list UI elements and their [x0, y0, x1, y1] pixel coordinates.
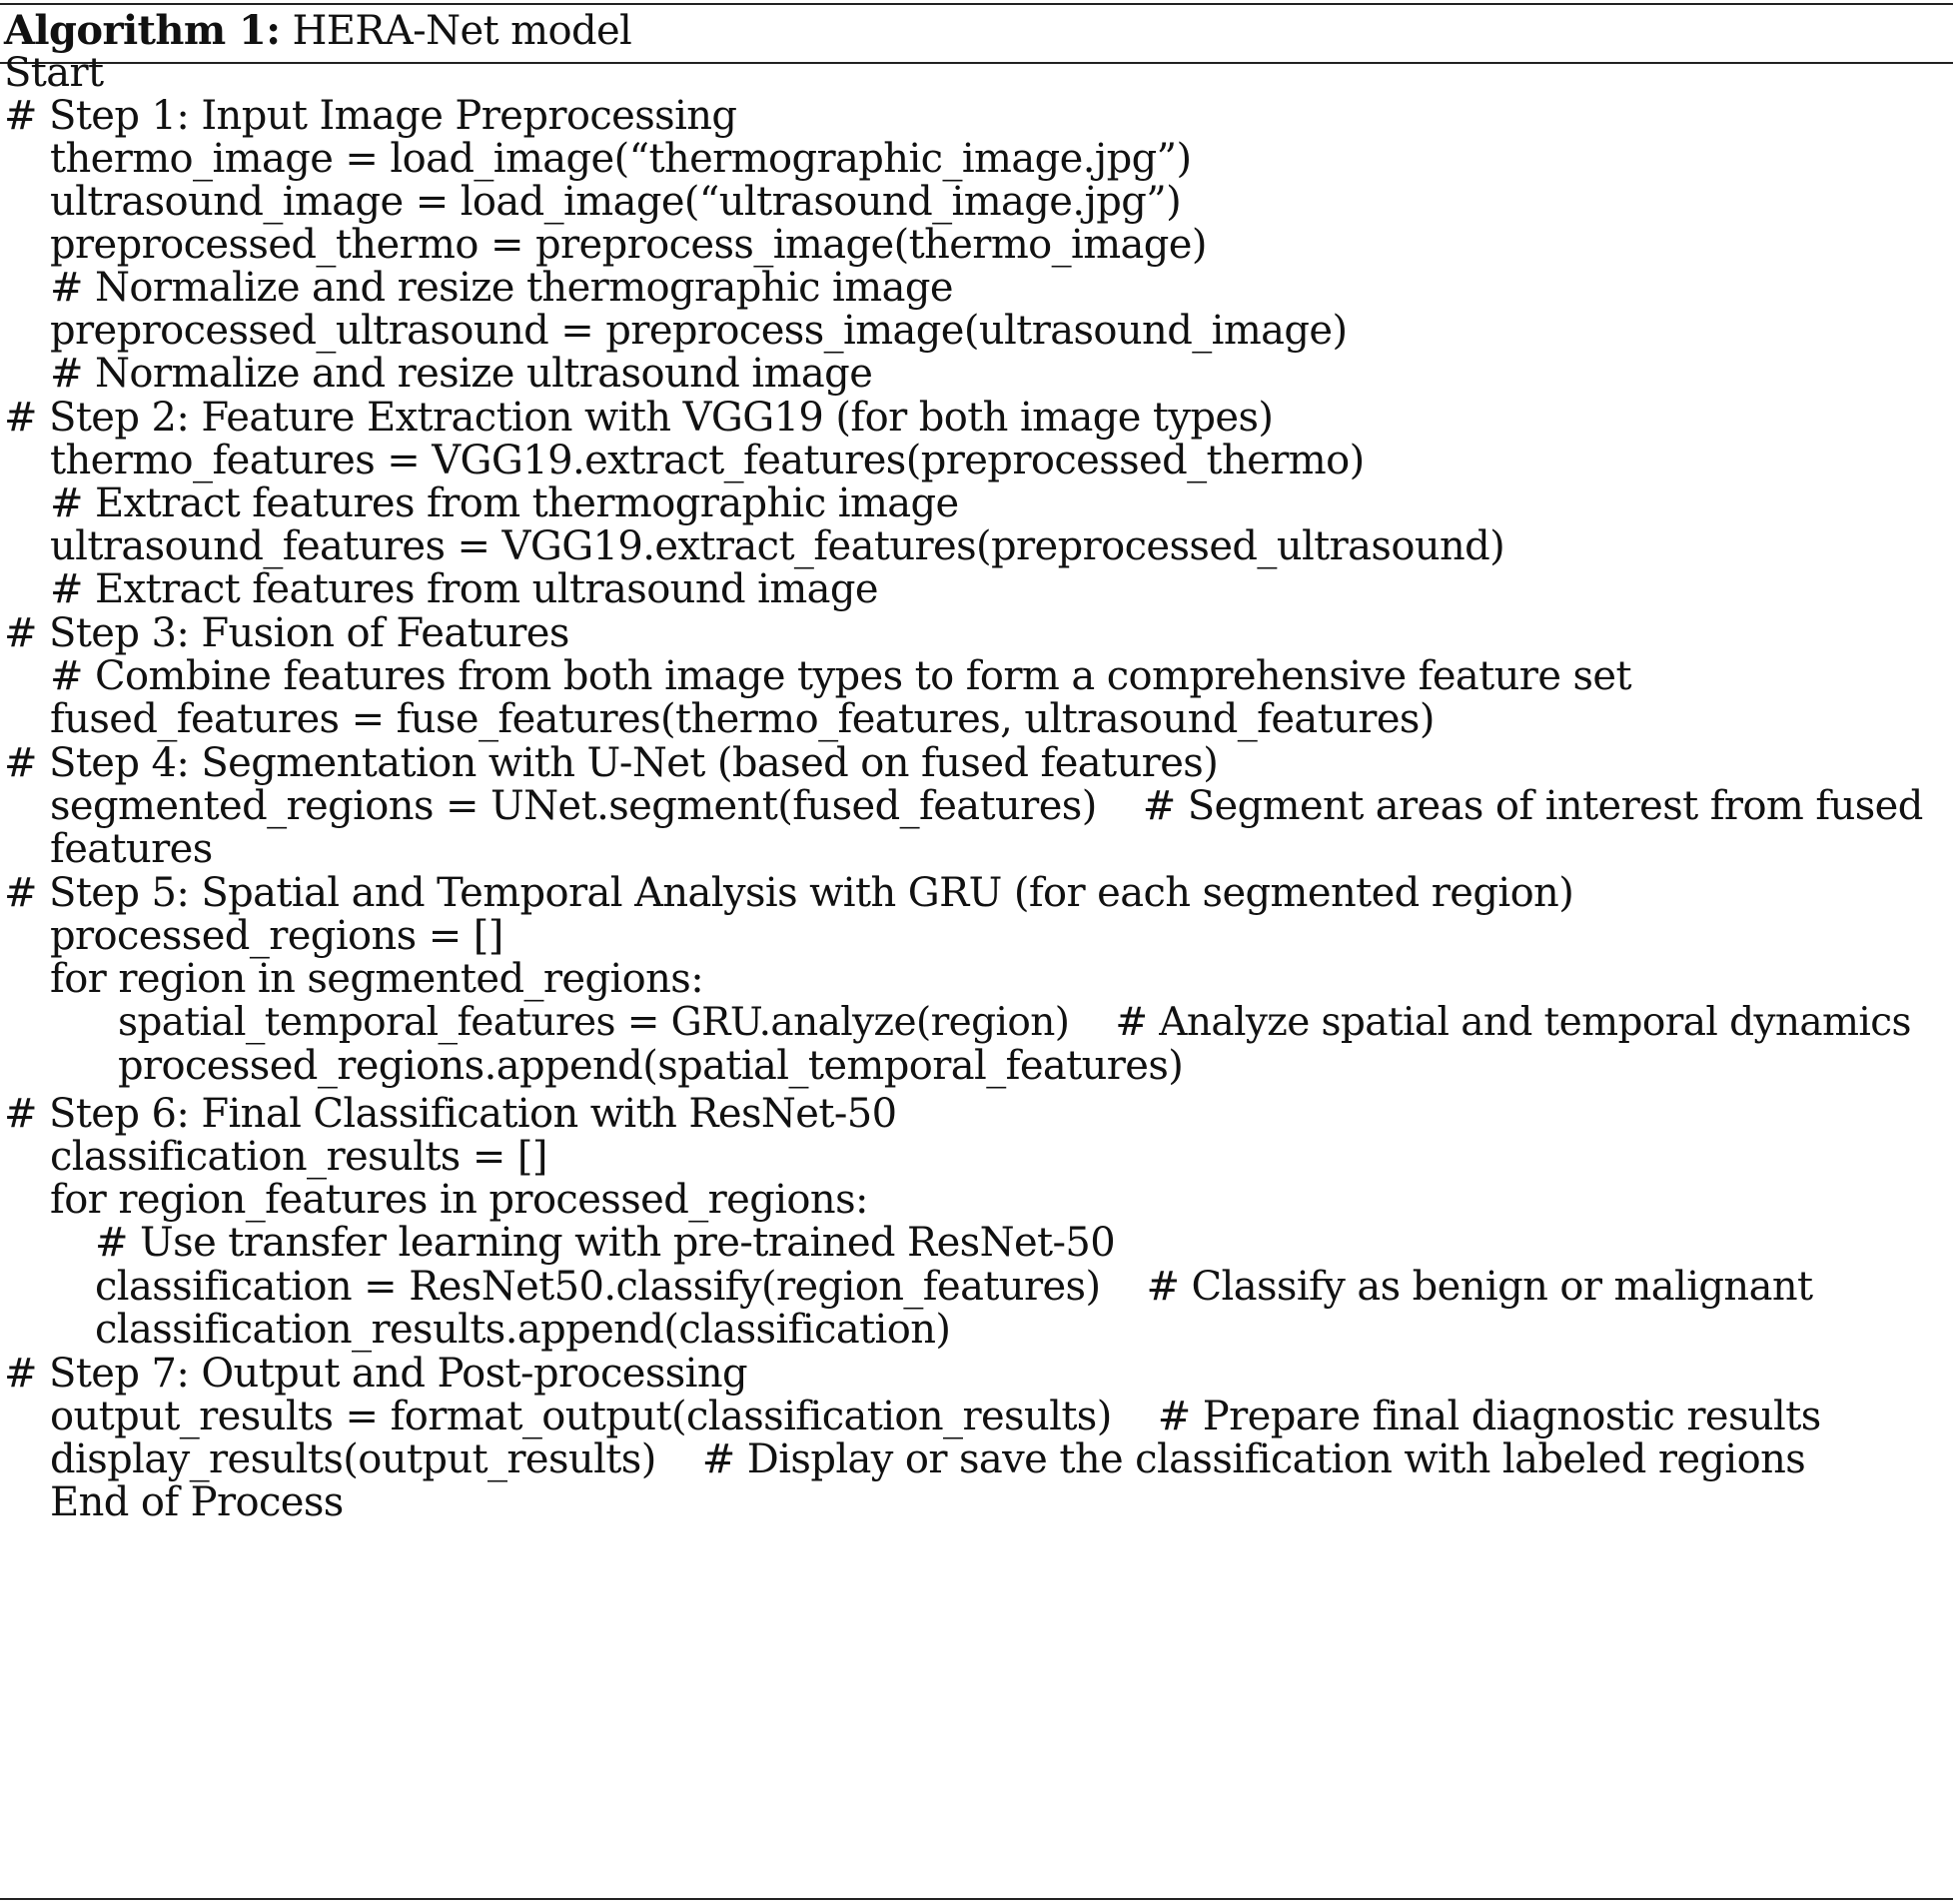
- bottom-rule: [0, 1898, 1953, 1900]
- step-5-heading: # Step 5: Spatial and Temporal Analysis with GRU (for each segmented region): [4, 870, 1574, 916]
- code-line: thermo_features = VGG19.extract_features(preprocessed_thermo): [50, 438, 1365, 483]
- code-text: segmented_regions = UNet.segment(fused_features): [50, 783, 1097, 829]
- comment-line: # Normalize and resize thermographic image: [50, 265, 953, 311]
- code-line: preprocessed_ultrasound = preprocess_image(ultrasound_image): [50, 308, 1348, 354]
- inline-comment: # Display or save the classification with labeled regions: [701, 1436, 1806, 1482]
- code-text: display_results(output_results): [50, 1436, 656, 1482]
- algorithm-name: HERA-Net model: [292, 8, 632, 54]
- start-line: Start: [4, 50, 104, 96]
- code-text: spatial_temporal_features = GRU.analyze(region): [118, 1000, 1070, 1045]
- code-line: classification_results = []: [50, 1134, 547, 1180]
- step-1-heading: # Step 1: Input Image Preprocessing: [4, 93, 737, 139]
- end-line: End of Process: [50, 1479, 344, 1525]
- code-line: classification_results.append(classification): [95, 1307, 951, 1353]
- code-line: processed_regions.append(spatial_temporal_features): [118, 1043, 1184, 1089]
- code-line: processed_regions = []: [50, 913, 503, 959]
- step-7-heading: # Step 7: Output and Post-processing: [4, 1351, 748, 1397]
- comment-line: # Normalize and resize ultrasound image: [50, 351, 873, 397]
- code-line: ultrasound_features = VGG19.extract_features(preprocessed_ultrasound): [50, 523, 1505, 569]
- code-line: fused_features = fuse_features(thermo_features, ultrasound_features): [50, 696, 1435, 742]
- step-2-heading: # Step 2: Feature Extraction with VGG19 (for both image types): [4, 395, 1274, 441]
- loop-line: for region in segmented_regions:: [50, 956, 704, 1002]
- inline-comment: # Analyze spatial and temporal dynamics: [1115, 1000, 1911, 1045]
- step-3-heading: # Step 3: Fusion of Features: [4, 610, 569, 656]
- code-line: thermo_image = load_image(“thermographic_image.jpg”): [50, 136, 1192, 182]
- comment-line: # Use transfer learning with pre-trained ResNet-50: [95, 1220, 1116, 1266]
- comment-line: # Combine features from both image types to form a comprehensive feature set: [50, 653, 1631, 699]
- step-4-heading: # Step 4: Segmentation with U-Net (based on fused features): [4, 740, 1219, 786]
- code-line-with-comment: [50, 779, 1923, 833]
- comment-line: # Extract features from thermographic image: [50, 480, 959, 526]
- inline-comment: # Classify as benign or malignant: [1146, 1264, 1813, 1310]
- comment-continuation: features: [50, 826, 213, 872]
- code-line: ultrasound_image = load_image(“ultrasound_image.jpg”): [50, 179, 1182, 225]
- step-6-heading: # Step 6: Final Classification with ResNet-50: [4, 1091, 897, 1137]
- code-line: preprocessed_thermo = preprocess_image(thermo_image): [50, 222, 1207, 268]
- inline-comment: # Prepare final diagnostic results: [1157, 1394, 1821, 1439]
- code-text: classification = ResNet50.classify(region_features): [95, 1264, 1101, 1310]
- comment-line: # Extract features from ultrasound image: [50, 566, 878, 612]
- loop-line: for region_features in processed_regions:: [50, 1177, 868, 1223]
- algorithm-label: Algorithm 1:: [4, 7, 281, 54]
- inline-comment: # Segment areas of interest from fused: [1142, 783, 1923, 829]
- header-rule: [0, 62, 1953, 64]
- code-text: output_results = format_output(classification_results): [50, 1394, 1112, 1439]
